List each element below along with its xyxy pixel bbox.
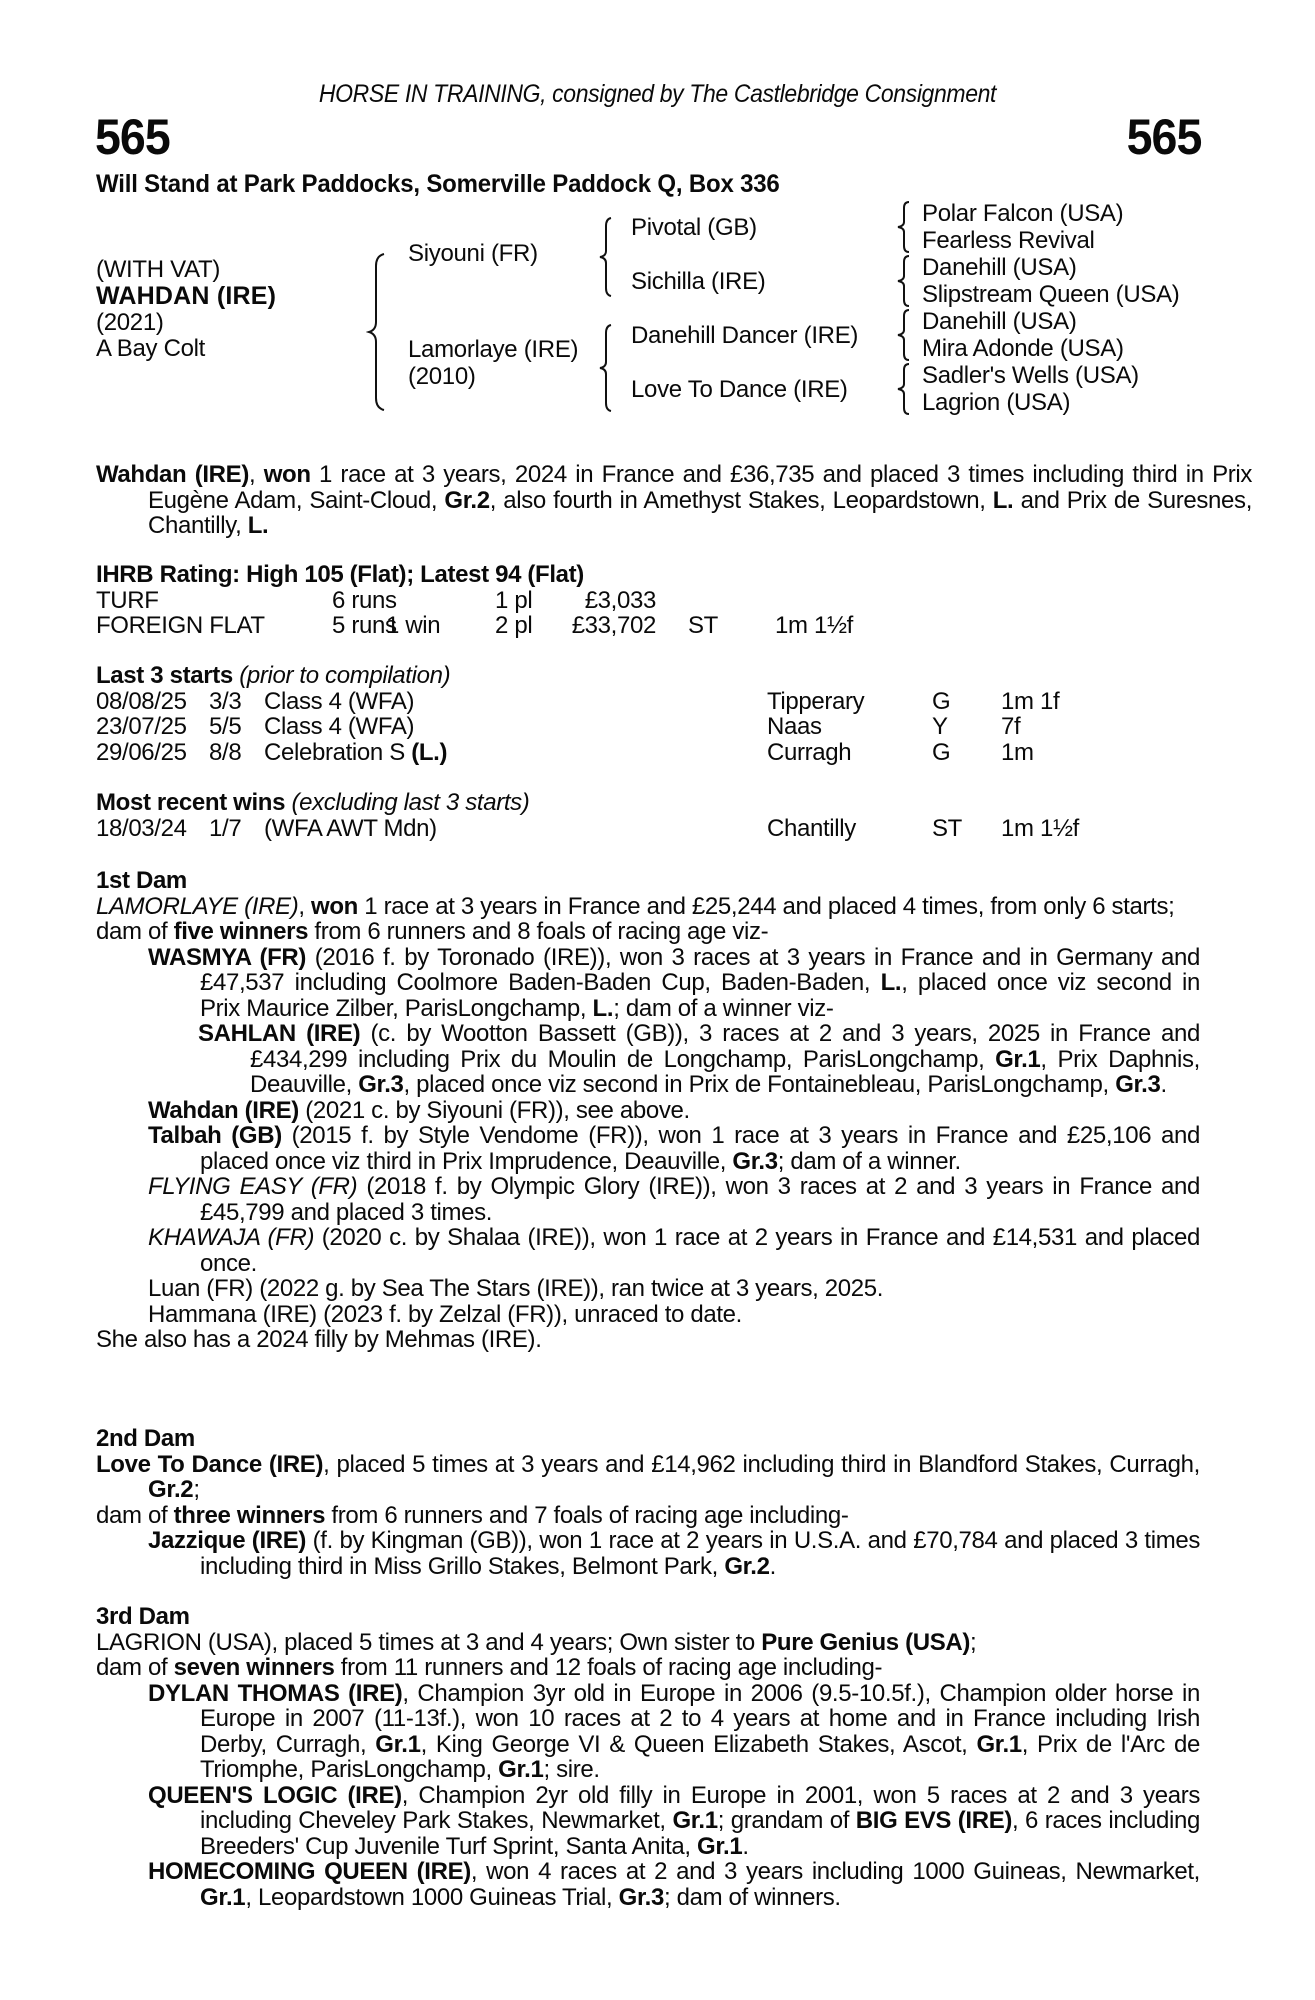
bold-text-run: five winners [173,918,309,945]
rating-placed: 1 pl [495,586,533,614]
dam-paragraph [96,894,1200,920]
bold-text-run: L. [880,969,902,996]
race-listed-badge: (L.) [411,738,448,766]
dam-section [96,1604,1200,1910]
bold-text-run: Gr.2 [444,486,490,514]
race-row [96,714,1200,740]
bold-text-run: QUEEN'S LOGIC (IRE) [148,1781,402,1809]
text-run: ; sire. [543,1756,600,1783]
race-distance: 1m 1f [1001,687,1060,715]
progeny-entry [198,1021,1200,1098]
text-run: , [248,461,264,488]
dam-paragraph [96,919,1200,945]
text-run: ; dam of winners. [663,1883,841,1911]
race-going: Y [932,713,948,740]
rating-type: TURF [96,586,159,614]
dam-brace-icon [598,323,614,413]
race-record-summary [96,462,1252,539]
ratings-heading: IHRB Rating: High 105 (Flat); Latest 94 (Flat) [96,561,584,588]
bold-text-run: Gr.1 [375,1730,421,1758]
bold-text-run: L. [247,512,269,539]
bold-text-run: Wahdan (IRE) [148,1096,299,1124]
gen4-ancestor: Lagrion (USA) [922,389,1071,416]
race-date: 08/08/25 [96,687,187,715]
bold-text-run: Gr.1 [498,1756,544,1783]
bold-text-run: WASMYA (FR) [148,943,307,971]
race-going: G [932,738,951,766]
bold-text-run: L. [592,994,614,1022]
text-run: 1 race at 3 years in France and £25,244 and placed 4 times, from only 6 starts; [357,892,1175,920]
lot-number: 565 [95,109,170,165]
text-run: , Champion 3yr old in Europe in 2006 (9.5-10.5f.), Champion older horse in Europe in 2007 (11-13f.), won 10 races at 2 to 4 years at home and in France including Irish Derby, Curragh, [200,1679,1201,1758]
last-starts-note: (prior to compilation) [239,662,451,689]
rating-going: ST [688,612,718,639]
sire-dam: Sichilla (IRE) [631,268,766,295]
bold-text-run: Gr.3 [732,1147,778,1175]
text-run: , placed once viz second in Prix Maurice Zilber, ParisLongchamp, [200,969,1201,1022]
recent-wins-heading: Most recent wins [96,789,286,816]
text-run: , Champion 2yr old filly in Europe in 2001, won 5 races at 2 and 3 years including Cheveley Park Stakes, Newmarket, [200,1781,1200,1834]
sire-brace-icon [598,216,614,298]
text-run: . [1160,1071,1167,1098]
rating-row [96,588,1200,614]
pedigree-brace-icon [366,252,388,412]
dam-dam: Love To Dance (IRE) [631,376,848,403]
bold-text-run: BIG EVS (IRE) [855,1807,1013,1834]
race-distance: 1m [1001,738,1034,766]
progeny-entry [148,1225,1200,1276]
text-run: (2018 f. by Olympic Glory (IRE)), won 3 races at 2 and 3 years in France and £45,799 and placed 3 times. [200,1173,1200,1226]
italic-text-run: FLYING EASY (FR) [148,1173,358,1200]
gen4-ancestor: Danehill (USA) [922,254,1077,281]
text-run: ; grandam of [717,1807,856,1834]
rating-row [96,613,1200,639]
rating-prize: £3,033 [584,586,656,614]
text-run: ; [969,1628,977,1656]
bold-text-run: L. [992,486,1014,514]
horse-year: (2021) [96,309,164,336]
dam-section [96,868,1200,1353]
dam-paragraph [96,1327,1200,1353]
lot-number: 565 [1126,109,1201,165]
progeny-entry [148,1276,1200,1302]
bold-text-run: Gr.1 [200,1883,246,1911]
recent-wins-note: (excluding last 3 starts) [291,789,530,816]
text-run: LAGRION (USA), placed 5 times at 3 and 4 years; Own sister to [96,1628,762,1656]
progeny-entry [148,1123,1200,1174]
text-run: , 6 races including Breeders' Cup Juvenile Turf Sprint, Santa Anita, [200,1807,1200,1860]
dam-year: (2010) [408,363,476,390]
horse-description: A Bay Colt [96,335,206,362]
race-date: 29/06/25 [96,738,187,766]
bold-text-run: Talbah (GB) [148,1122,282,1149]
text-run: , also fourth in Amethyst Stakes, Leopardstown, [489,486,993,514]
progeny-entry [148,1302,1200,1328]
text-run: , [298,892,311,920]
text-run: , placed once viz second in Prix de Fontainebleau, ParisLongchamp, [403,1071,1116,1098]
race-name [264,740,447,766]
race-row [96,816,1200,842]
text-run: , won 4 races at 2 and 3 years including 1000 Guineas, Newmarket, [470,1858,1200,1885]
progeny-entry [148,1859,1200,1910]
bold-text-run: Jazzique (IRE) [148,1527,307,1554]
bold-text-run: DYLAN THOMAS (IRE) [148,1679,403,1707]
bold-text-run: Pure Genius (USA) [761,1628,970,1656]
text-run: from 6 runners and 7 foals of racing age including- [325,1501,849,1529]
text-run: Hammana (IRE) (2023 f. by Zelzal (FR)), unraced to date. [148,1300,742,1328]
rating-runs: 5 runs [332,612,397,639]
text-run: ; dam of a winner viz- [613,994,834,1022]
rating-wins: 1 win [386,612,441,639]
dam-paragraph [96,1503,1200,1529]
rating-placed: 2 pl [495,612,533,639]
dam-heading: 2nd Dam [96,1425,195,1452]
race-row [96,740,1200,766]
consignment-line: HORSE IN TRAINING, consigned by The Castlebridge Consignment [318,80,997,108]
race-course: Naas [767,713,822,740]
last-starts-heading: Last 3 starts [96,662,233,689]
race-name: (WFA AWT Mdn) [264,814,437,842]
race-name-text: Celebration S [264,738,412,766]
race-position: 8/8 [209,738,242,766]
dam-section [96,1426,1200,1579]
race-course: Chantilly [767,814,856,842]
italic-text-run: KHAWAJA (FR) [148,1224,315,1251]
rating-type: FOREIGN FLAT [96,612,265,639]
progeny-entry [148,1783,1200,1860]
dam-paragraph [96,1655,1200,1681]
progeny-entry [148,1681,1200,1783]
bold-text-run: SAHLAN (IRE) [198,1020,361,1047]
gen4-ancestor: Fearless Revival [922,227,1095,254]
text-run: , Prix de l'Arc de Triomphe, ParisLongchamp, [200,1730,1200,1783]
gen4-ancestor: Danehill (USA) [922,308,1077,335]
vat-note: (WITH VAT) [96,256,221,283]
text-run: from 6 runners and 8 foals of racing age viz- [308,918,769,945]
horse-name: WAHDAN (IRE) [96,282,277,310]
text-run: . [769,1552,776,1580]
italic-text-run: LAMORLAYE (IRE) [96,892,299,920]
text-run: (2021 c. by Siyouni (FR)), see above. [298,1096,690,1124]
text-run: from 11 runners and 12 foals of racing age including- [334,1654,883,1681]
race-going: G [932,687,951,715]
text-run: and Prix de Suresnes, Chantilly, [148,486,1253,539]
gen4-brace-icon [896,362,912,416]
text-run: dam of [96,1654,174,1681]
text-run: 1 race at 3 years, 2024 in France and £36,735 and placed 3 times including third in Prix Eugène Adam, Saint-Cloud, [148,461,1253,514]
race-going: ST [932,814,962,842]
text-run: . [742,1832,749,1860]
race-distance: 1m 1½f [1001,814,1079,842]
dam-paragraph [96,1630,1200,1656]
text-run: (c. by Wootton Bassett (GB)), 3 races at 2 and 3 years, 2025 in France and £434,299 including Prix du Moulin de Longchamp, ParisLongchamp, [250,1020,1200,1073]
bold-text-run: three winners [173,1501,326,1529]
bold-text-run: Gr.1 [995,1045,1041,1073]
race-row [96,689,1200,715]
last-starts-section [96,663,1200,765]
text-run: (f. by Kingman (GB)), won 1 race at 2 years in U.S.A. and £70,784 and placed 3 times including third in Miss Grillo Stakes, Belmont Park, [200,1527,1200,1580]
race-distance: 7f [1001,713,1021,740]
race-date: 18/03/24 [96,814,187,842]
dam-heading: 1st Dam [96,867,187,894]
text-run: (2016 f. by Toronado (IRE)), won 3 races at 3 years in France and in Germany and £47,537 including Coolmore Baden-Baden Cup, Baden-Baden, [200,943,1201,996]
sire-sire: Pivotal (GB) [631,214,757,241]
gen4-brace-icon [896,200,912,254]
progeny-entry [148,1174,1200,1225]
progeny-entry [148,1528,1200,1579]
race-course: Curragh [767,738,852,766]
race-name: Class 4 (WFA) [264,713,415,740]
gen4-ancestor: Mira Adonde (USA) [922,335,1124,362]
stabling-location: Will Stand at Park Paddocks, Somerville Paddock Q, Box 336 [96,170,780,198]
race-course: Tipperary [767,687,865,715]
text-run: ; [193,1476,200,1503]
bold-text-run: Love To Dance (IRE) [96,1450,324,1478]
rating-prize: £33,702 [571,612,656,639]
progeny-entry [148,945,1200,1022]
bold-text-run: won [311,892,358,920]
text-run: She also has a 2024 filly by Mehmas (IRE). [96,1326,542,1353]
bold-text-run: Gr.1 [976,1730,1022,1758]
text-run: , placed 5 times at 3 years and £14,962 including third in Blandford Stakes, Curragh, [323,1450,1200,1478]
race-name: Class 4 (WFA) [264,687,415,715]
recent-wins-section [96,790,1200,841]
gen4-brace-icon [896,308,912,362]
bold-text-run: HOMECOMING QUEEN (IRE) [148,1858,471,1885]
text-run: , King George VI & Queen Elizabeth Stakes, Ascot, [420,1730,977,1758]
race-position: 3/3 [209,687,242,715]
bold-text-run: Gr.3 [618,1883,664,1911]
rating-runs: 6 runs [332,586,397,614]
dam: Lamorlaye (IRE) [408,336,579,363]
ratings-section [96,562,1200,639]
text-run: , Prix Daphnis, Deauville, [250,1045,1200,1098]
text-run: dam of [96,918,174,945]
bold-text-run: Wahdan (IRE) [96,461,249,488]
bold-text-run: Gr.2 [724,1552,770,1580]
race-position: 1/7 [209,814,242,842]
bold-text-run: Gr.1 [672,1807,718,1834]
race-position: 5/5 [209,713,242,740]
rating-distance: 1m 1½f [775,612,853,639]
text-run: (2015 f. by Style Vendome (FR)), won 1 race at 3 years in France and £25,106 and placed once viz third in Prix Imprudence, Deauville, [200,1122,1200,1175]
gen4-brace-icon [896,254,912,308]
dam-heading: 3rd Dam [96,1603,190,1630]
bold-text-run: Gr.3 [358,1071,404,1098]
text-run: (2020 c. by Shalaa (IRE)), won 1 race at 2 years in France and £14,531 and placed once. [200,1224,1201,1277]
gen4-ancestor: Sadler's Wells (USA) [922,362,1139,389]
sire: Siyouni (FR) [408,240,538,267]
bold-text-run: Gr.2 [148,1476,194,1503]
dam-sire: Danehill Dancer (IRE) [631,322,859,349]
gen4-ancestor: Polar Falcon (USA) [922,200,1124,227]
bold-text-run: seven winners [173,1654,335,1681]
race-date: 23/07/25 [96,713,187,740]
dam-paragraph [96,1452,1200,1503]
progeny-entry [148,1098,1200,1124]
text-run: ; dam of a winner. [777,1147,961,1175]
bold-text-run: Gr.3 [1115,1071,1161,1098]
gen4-ancestor: Slipstream Queen (USA) [922,281,1180,308]
text-run: dam of [96,1501,174,1529]
text-run: , Leopardstown 1000 Guineas Trial, [245,1883,619,1911]
bold-text-run: won [263,461,311,488]
bold-text-run: Gr.1 [697,1832,743,1860]
text-run: Luan (FR) (2022 g. by Sea The Stars (IRE)), ran twice at 3 years, 2025. [148,1275,884,1302]
